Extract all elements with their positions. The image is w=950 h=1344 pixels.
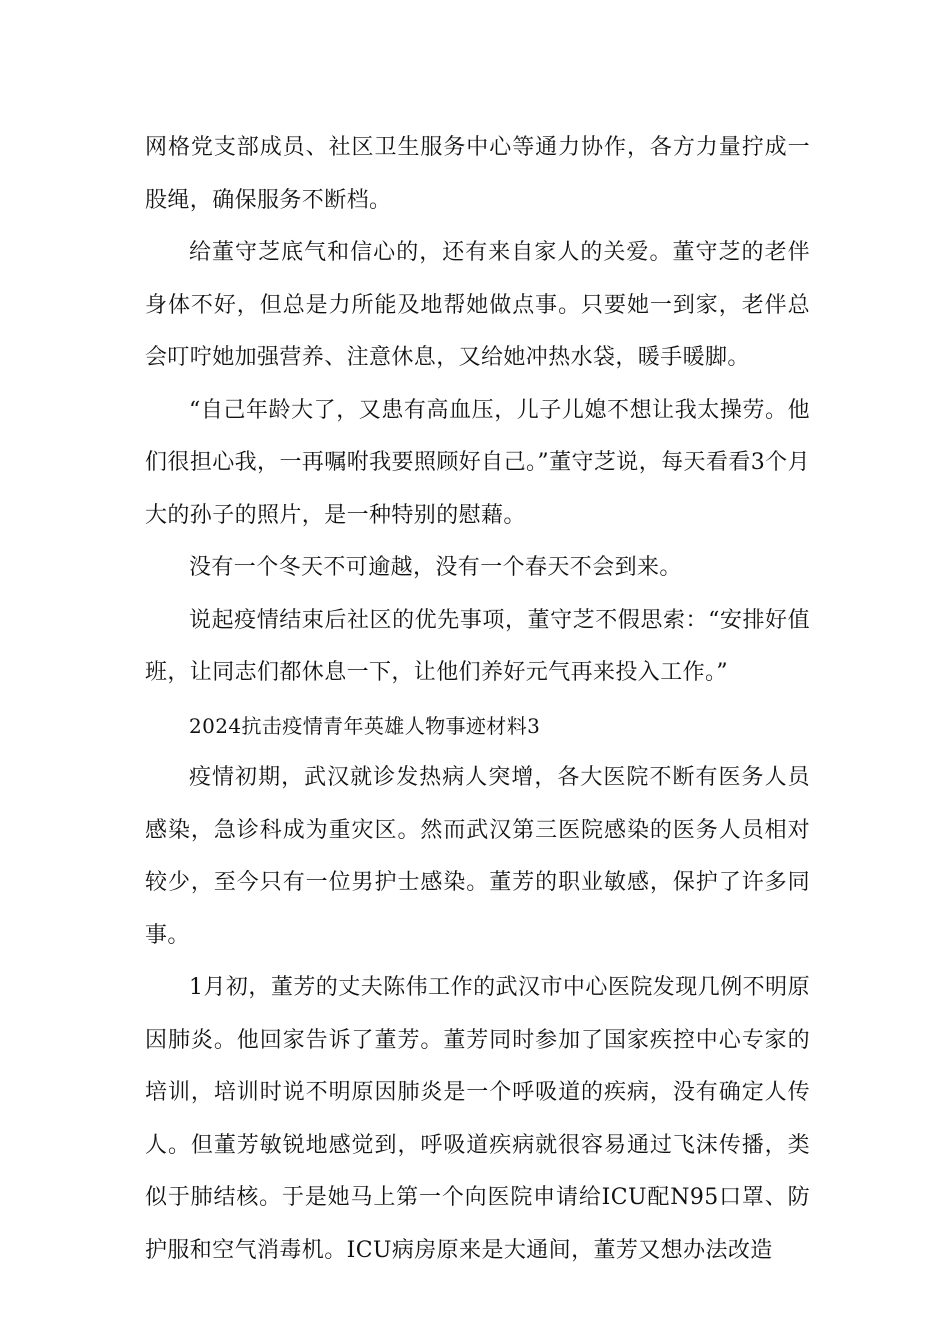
paragraph-7: 1月初，董芳的丈夫陈伟工作的武汉市中心医院发现几例不明原因肺炎。他回家告诉了董芳。董芳同时参加了国家疾控中心专家的培训，培训时说不明原因肺炎是一个呼吸道的疾病，没有确定人传人。但董芳敏锐地感觉到，呼吸道疾病就很容易通过飞沫传播，类似于肺结核。于是她马上第一个向医院申请给ICU配N95口罩、防护服和空气消毒机。ICU病房原来是大通间，董芳又想办法改造 [145,975,810,1263]
paragraph-5: 说起疫情结束后社区的优先事项，董守芝不假思索：“安排好值班，让同志们都休息一下，让他们养好元气再来投入工作。” [145,607,810,685]
section-heading: 2024抗击疫情青年英雄人物事迹材料3 [189,713,541,738]
paragraph-2: 给董守芝底气和信心的，还有来自家人的关爱。董守芝的老伴身体不好，但总是力所能及地帮她做点事。只要她一到家，老伴总会叮咛她加强营养、注意休息，又给她冲热水袋，暖手暖脚。 [145,240,810,370]
paragraph-3: “自己年龄大了，又患有高血压，儿子儿媳不想让我太操劳。他们很担心我，一再嘱咐我要照顾好自己。”董守芝说，每天看看3个月大的孙子的照片，是一种特别的慰藉。 [145,397,810,528]
paragraph-6: 疫情初期，武汉就诊发热病人突增，各大医院不断有医务人员感染，急诊科成为重灾区。然而武汉第三医院感染的医务人员相对较少，至今只有一位男护士感染。董芳的职业敏感，保护了许多同事。 [145,765,810,948]
paragraph-4: 没有一个冬天不可逾越，没有一个春天不会到来。 [189,555,682,580]
paragraph-1: 网格党支部成员、社区卫生服务中心等通力协作，各方力量拧成一股绳，确保服务不断档。 [145,135,810,213]
document-body [145,122,810,1277]
